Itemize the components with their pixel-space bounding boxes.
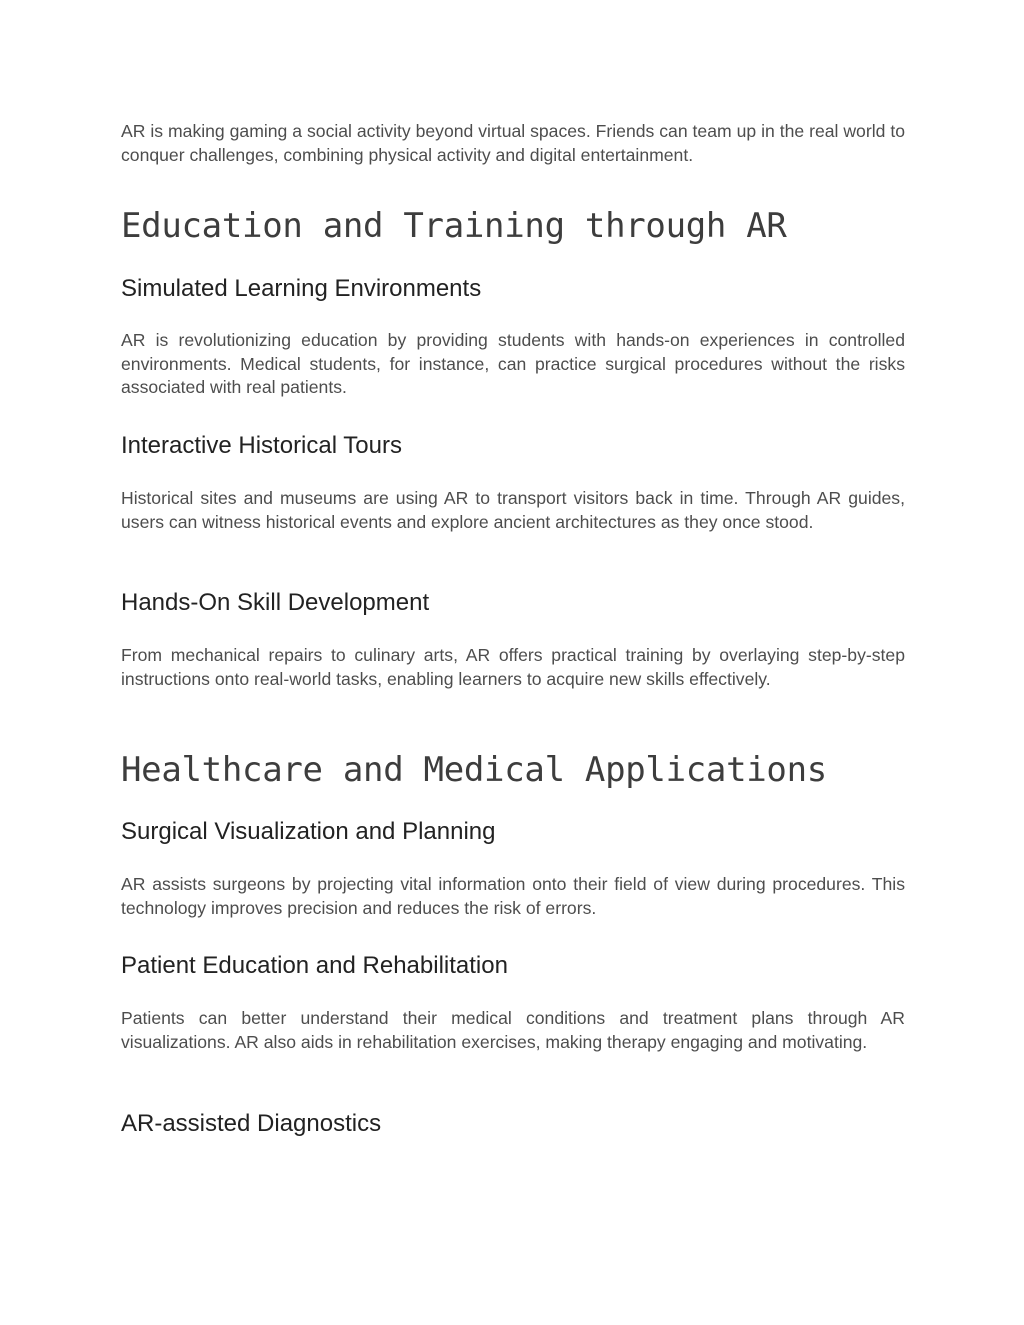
paragraph-historical-tours: Historical sites and museums are using AR to transport visitors back in time. Through AR guides, users can witness historical events and explore ancient architectures as they once stood. <box>121 488 905 532</box>
subheading-historical-tours: Interactive Historical Tours <box>121 432 402 459</box>
subheading-skill-development: Hands-On Skill Development <box>121 589 430 616</box>
subheading-simulated-learning: Simulated Learning Environments <box>121 275 482 302</box>
subheading-patient-education: Patient Education and Rehabilitation <box>121 952 508 979</box>
paragraph-simulated-learning: AR is revolutionizing education by providing students with hands-on experiences in controlled environments. Medical students, for instance, can practice surgical procedures without the risks associated with real patients. <box>121 330 905 398</box>
subheading-surgical-visualization: Surgical Visualization and Planning <box>121 818 496 845</box>
section-title-education: Education and Training through AR <box>121 206 787 246</box>
subheading-ar-diagnostics: AR-assisted Diagnostics <box>121 1110 382 1137</box>
paragraph-skill-development: From mechanical repairs to culinary arts, AR offers practical training by overlaying step-by-step instructions onto real-world tasks, enabling learners to acquire new skills effectively. <box>121 645 905 689</box>
paragraph-surgical-visualization: AR assists surgeons by projecting vital information onto their field of view during procedures. This technology improves precision and reduces the risk of errors. <box>121 874 905 918</box>
intro-paragraph: AR is making gaming a social activity beyond virtual spaces. Friends can team up in the real world to conquer challenges, combining physical activity and digital entertainment. <box>121 121 905 165</box>
section-title-healthcare: Healthcare and Medical Applications <box>121 750 827 790</box>
paragraph-patient-education: Patients can better understand their medical conditions and treatment plans through AR visualizations. AR also aids in rehabilitation exercises, making therapy engaging and motivating. <box>121 1008 905 1052</box>
